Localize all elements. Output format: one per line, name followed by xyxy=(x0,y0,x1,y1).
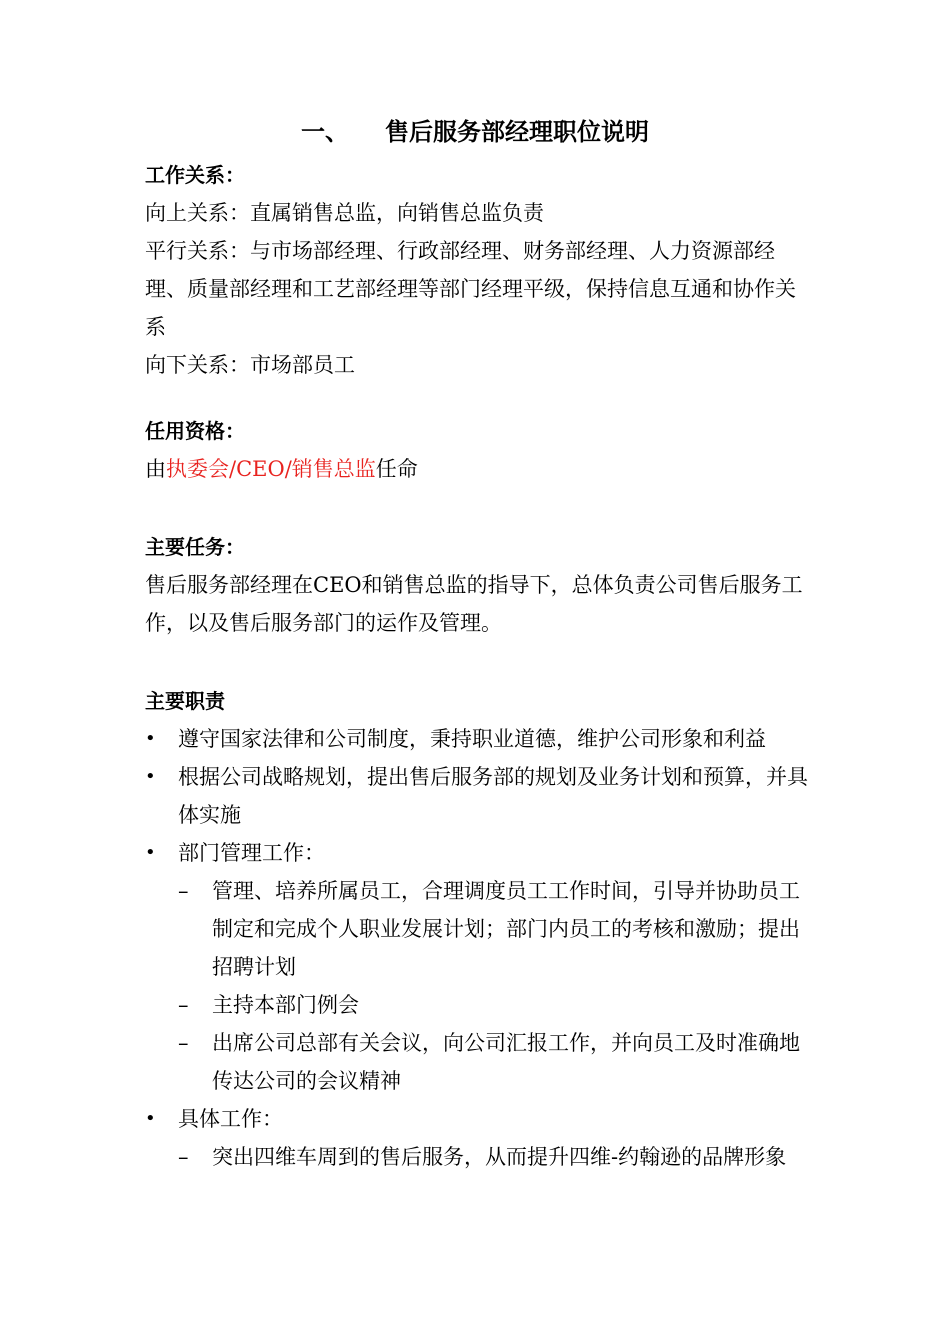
sub-list-item-text: 出席公司总部有关会议，向公司汇报工作，并向员工及时准确地传达公司的会议精神 xyxy=(212,1031,800,1093)
responsibilities-heading: 主要职责 xyxy=(145,689,225,713)
qualification-suffix: 任命 xyxy=(375,457,418,481)
dash-mark: – xyxy=(178,879,189,903)
sub-list-item-text: 管理、培养所属员工，合理调度员工工作时间，引导并协助员工制定和完成个人职业发展计划；部门内员工的考核和激励；提出招聘计划 xyxy=(212,879,800,979)
sub-list-item xyxy=(145,1138,810,1176)
list-item xyxy=(145,758,810,834)
page-title xyxy=(0,112,950,152)
dash-mark: – xyxy=(178,1031,189,1055)
qualification-text xyxy=(145,450,810,488)
title-number: 一、 xyxy=(301,118,349,146)
spacer xyxy=(145,384,810,412)
main-task-text: 售后服务部经理在CEO和销售总监的指导下，总体负责公司售后服务工作，以及售后服务部门的运作及管理。 xyxy=(145,573,803,635)
relation-down: 向下关系：市场部员工 xyxy=(145,353,355,377)
dash-mark: – xyxy=(178,1145,189,1169)
list-item xyxy=(145,1100,810,1138)
relation-up: 向上关系：直属销售总监，向销售总监负责 xyxy=(145,201,544,225)
list-item-text: 根据公司战略规划，提出售后服务部的规划及业务计划和预算，并具体实施 xyxy=(178,765,808,827)
bullet-mark: • xyxy=(145,766,156,787)
list-item xyxy=(145,834,810,872)
main-task-heading: 主要任务： xyxy=(145,535,245,559)
sub-list-item-text: 突出四维车周到的售后服务，从而提升四维-约翰逊的品牌形象 xyxy=(212,1145,787,1169)
sub-list-item xyxy=(145,986,810,1024)
sub-list-item xyxy=(145,872,810,986)
sub-list-item-text: 主持本部门例会 xyxy=(212,993,359,1017)
bullet-mark: • xyxy=(145,728,156,749)
bullet-mark: • xyxy=(145,1108,156,1129)
dash-mark: – xyxy=(178,993,189,1017)
list-item-text: 具体工作： xyxy=(178,1107,283,1131)
sub-list-item xyxy=(145,1024,810,1100)
spacer xyxy=(145,642,810,682)
relation-parallel: 平行关系：与市场部经理、行政部经理、财务部经理、人力资源部经理、质量部经理和工艺部经理等部门经理平级，保持信息互通和协作关系 xyxy=(145,239,796,339)
document-body xyxy=(145,156,810,1176)
bullet-mark: • xyxy=(145,842,156,863)
spacer xyxy=(145,488,810,528)
title-text: 售后服务部经理职位说明 xyxy=(385,118,649,146)
qualification-appointer: 执委会/CEO/销售总监 xyxy=(166,457,376,481)
qualification-heading: 任用资格： xyxy=(145,419,245,443)
list-item-text: 部门管理工作： xyxy=(178,841,325,865)
qualification-prefix: 由 xyxy=(145,457,166,481)
list-item-text: 遵守国家法律和公司制度，秉持职业道德，维护公司形象和利益 xyxy=(178,727,766,751)
work-relations-heading: 工作关系： xyxy=(145,163,245,187)
list-item xyxy=(145,720,810,758)
